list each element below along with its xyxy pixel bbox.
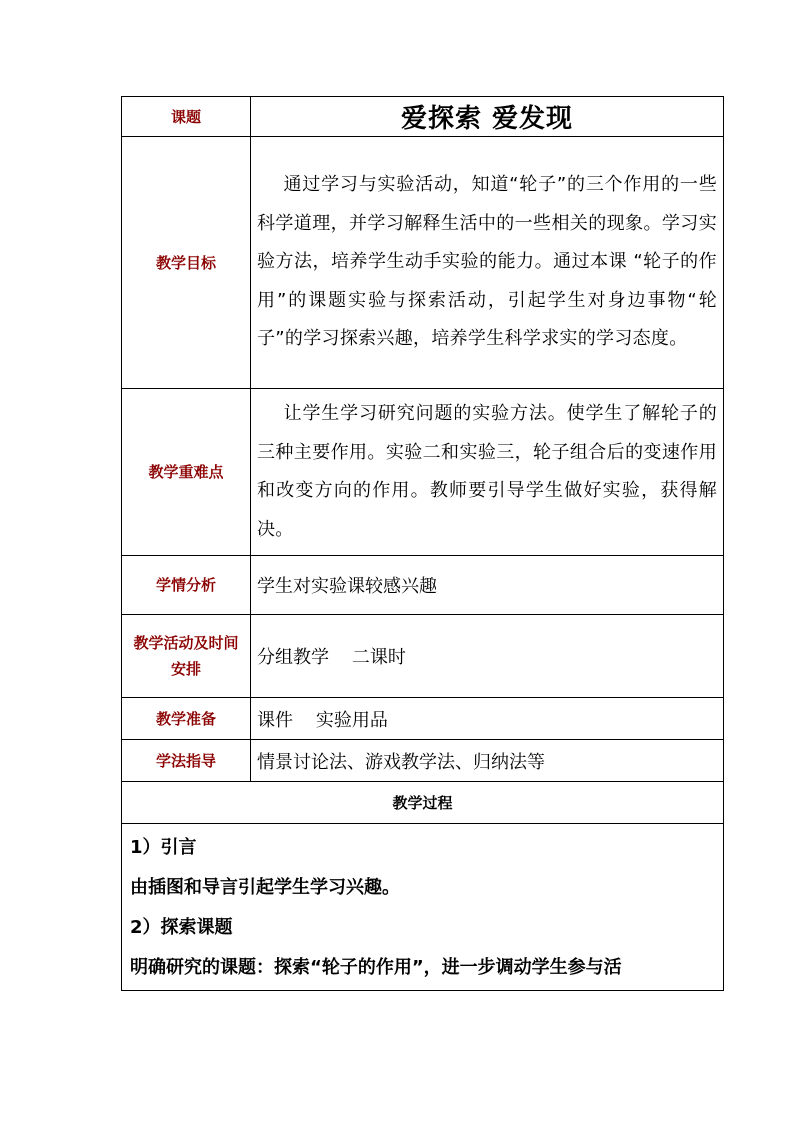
preparation-content: 课件 实验用品 [251, 698, 724, 740]
lesson-plan-table [121, 96, 724, 991]
method-guidance-content: 情景讨论法、游戏教学法、归纳法等 [251, 740, 724, 782]
objectives-text: 通过学习与实验活动，知道“轮子”的三个作用的一些科学道理，并学习解释生活中的一些相关的现象。学习实验方法，培养学生动手实验的能力。通过本课 “轮子的作用”的课题实验与探索活动，引起学生对身边事物“轮子”的学习探索兴趣，培养学生科学求实的学习态度。 [257, 174, 717, 350]
process-header: 教学过程 [122, 782, 724, 824]
activity-schedule-label: 教学活动及时间安排 [122, 615, 251, 698]
objectives-row [122, 137, 724, 389]
learner-analysis-row [122, 556, 724, 615]
activity-schedule-row [122, 615, 724, 698]
method-guidance-label: 学法指导 [122, 740, 251, 782]
lesson-title: 爱探索 爱发现 [251, 97, 724, 137]
preparation-row [122, 698, 724, 740]
method-guidance-row [122, 740, 724, 782]
key-points-row [122, 389, 724, 556]
learner-analysis-content: 学生对实验课较感兴趣 [251, 556, 724, 615]
process-body-row [122, 824, 724, 991]
process-line: 2）探索课题 [130, 917, 233, 938]
process-body [122, 824, 724, 991]
objectives-content [251, 137, 724, 389]
process-header-row [122, 782, 724, 824]
process-line: 明确研究的课题：探索“轮子的作用”，进一步调动学生参与活 [130, 957, 622, 978]
key-points-text: 让学生学习研究问题的实验方法。使学生了解轮子的三种主要作用。实验二和实验三，轮子组合后的变速作用和改变方向的作用。教师要引导学生做好实验，获得解决。 [257, 403, 717, 540]
objectives-label: 教学目标 [122, 137, 251, 389]
title-row [122, 97, 724, 137]
key-points-content [251, 389, 724, 556]
learner-analysis-label: 学情分析 [122, 556, 251, 615]
key-points-label: 教学重难点 [122, 389, 251, 556]
title-label: 课题 [122, 97, 251, 137]
preparation-label: 教学准备 [122, 698, 251, 740]
process-line: 1）引言 [130, 837, 197, 858]
activity-schedule-content: 分组教学 二课时 [251, 615, 724, 698]
process-line: 由插图和导言引起学生学习兴趣。 [130, 877, 400, 898]
